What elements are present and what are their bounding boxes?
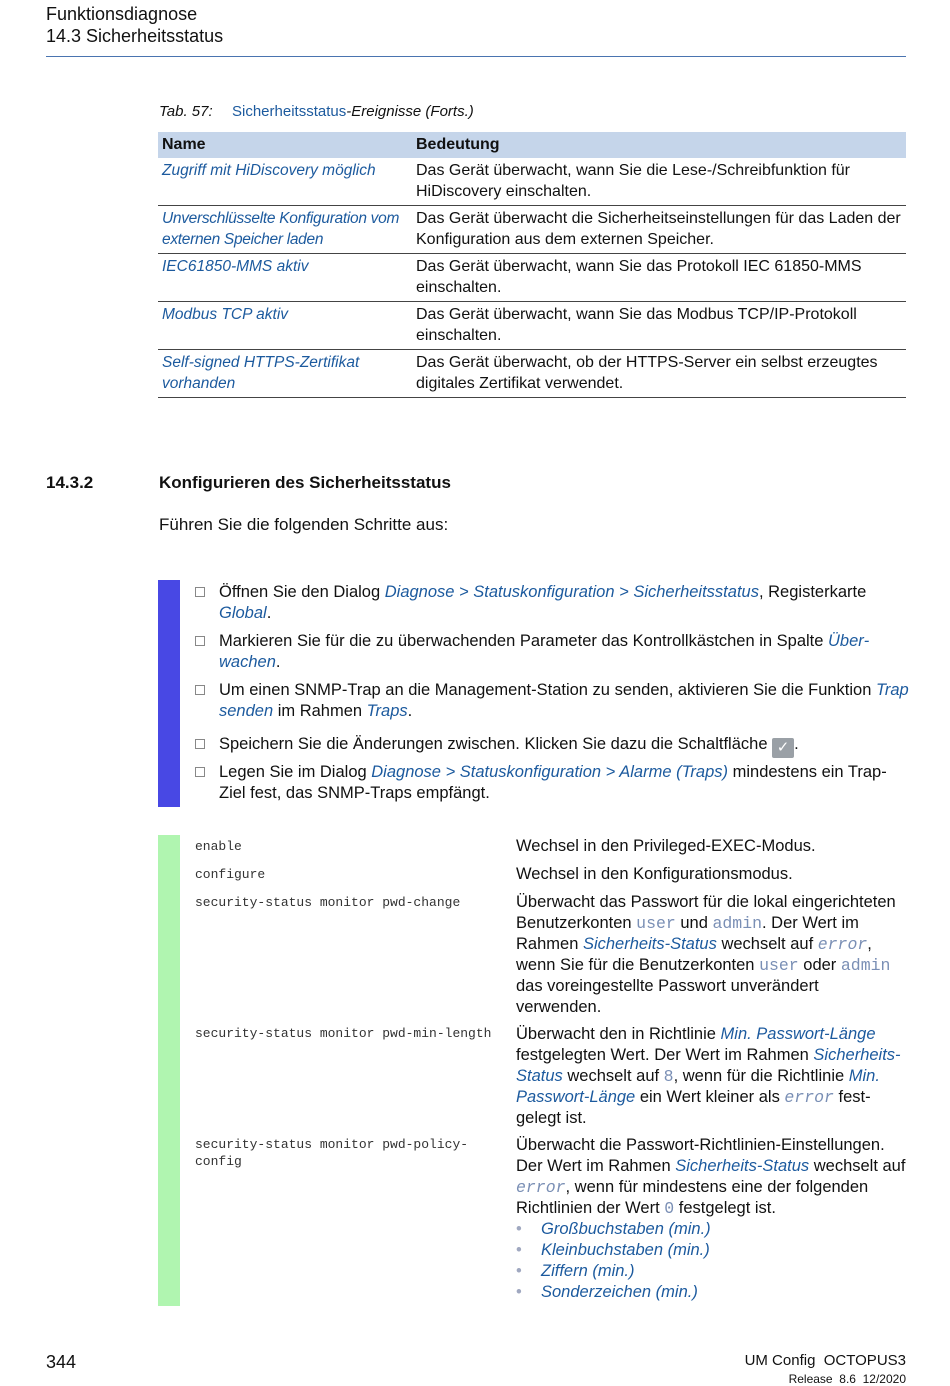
- intro-text: Führen Sie die folgenden Schritte aus:: [159, 515, 449, 534]
- step-text: Um einen SNMP-Trap an die Management-Station zu senden, aktivieren Sie die Funktion: [219, 681, 876, 699]
- step-checkbox-icon: [195, 685, 205, 695]
- step-item: [195, 734, 910, 758]
- bullet-item[interactable]: [516, 1261, 906, 1282]
- desc-text: festgelegt ist.: [674, 1199, 776, 1217]
- step-text: mindestens ein Trap-Ziel fest, das SNMP-Traps empfängt.: [219, 763, 887, 802]
- desc-text: ein Wert kleiner als: [635, 1088, 785, 1106]
- event-meaning: Das Gerät überwacht, wann Sie das Modbus TCP/IP-Protokoll einschalten.: [412, 302, 906, 350]
- cli-description: [516, 892, 906, 1018]
- desc-text: Überwacht den in Richtlinie: [516, 1025, 721, 1043]
- step-text: Markieren Sie für die zu überwachenden Parameter das Kontrollkästchen in Spalte: [219, 632, 829, 650]
- event-name: Zugriff mit HiDiscovery möglich: [158, 158, 412, 206]
- step-checkbox-icon: [195, 587, 205, 597]
- cli-command: configure: [195, 867, 266, 882]
- frame-link[interactable]: Sicherheits-Status: [582, 935, 717, 953]
- table-row: [158, 302, 906, 350]
- step-item: [195, 680, 910, 722]
- cli-description: [516, 1024, 906, 1129]
- dialog-link[interactable]: Diagnose > Statuskonfiguration > Sicherheitsstatus: [384, 583, 759, 601]
- cli-command: security-status monitor pwd-min-length: [195, 1026, 492, 1041]
- table-row: [158, 254, 906, 302]
- desc-text: wechselt auf: [716, 935, 818, 953]
- table-caption: [159, 103, 474, 120]
- column-header-meaning: Bedeutung: [412, 132, 906, 158]
- steps-marker-bar: [158, 580, 180, 807]
- event-name: Modbus TCP aktiv: [158, 302, 412, 350]
- function-link[interactable]: Trap senden: [219, 681, 909, 720]
- event-meaning: Das Gerät überwacht die Sicherheitseinstellungen für das Laden der Konfiguration aus dem externen Speicher.: [412, 206, 906, 254]
- desc-text: das voreingestellte Passwort unverändert verwenden.: [516, 977, 819, 1016]
- event-meaning: Das Gerät überwacht, ob der HTTPS-Server ein selbst erzeugtes digitales Zertifikat verwendet.: [412, 350, 906, 398]
- table-row: [158, 206, 906, 254]
- step-text: .: [407, 702, 413, 720]
- code-value: admin: [840, 956, 891, 975]
- desc-text: . Der Wert im Rahmen: [516, 914, 859, 953]
- code-value: user: [636, 914, 676, 933]
- step-item: [195, 631, 910, 673]
- document-title: UM Config OCTOPUS3: [744, 1352, 906, 1369]
- desc-text: oder: [798, 956, 841, 974]
- bullet-icon: •: [516, 1220, 522, 1238]
- chapter-title: Funktionsdiagnose: [46, 4, 198, 24]
- section-number: 14.3.2: [46, 473, 94, 492]
- save-checkmark-icon[interactable]: ✓: [772, 738, 794, 758]
- desc-text: , wenn für die Richtlinie: [673, 1067, 849, 1085]
- step-text: .: [275, 653, 281, 671]
- section-title: Konfigurieren des Sicherheitsstatus: [159, 473, 451, 492]
- policy-link[interactable]: Min. Passwort-Länge: [720, 1025, 876, 1043]
- cli-description: [516, 1135, 906, 1303]
- step-text: , Registerkarte: [758, 583, 867, 601]
- step-checkbox-icon: [195, 636, 205, 646]
- desc-text: wechselt auf: [562, 1067, 664, 1085]
- bullet-icon: •: [516, 1241, 522, 1259]
- release-info: Release 8.6 12/2020: [788, 1372, 906, 1386]
- code-value: admin: [712, 914, 762, 933]
- desc-text: wechselt auf: [809, 1157, 906, 1175]
- code-value: user: [759, 956, 799, 975]
- table-row: [158, 350, 906, 398]
- policy-link[interactable]: Min. Passwort-Länge: [516, 1067, 880, 1106]
- bullet-text: Ziffern (min.): [541, 1262, 635, 1280]
- step-item: [195, 762, 910, 804]
- events-table: [158, 132, 906, 398]
- cli-command: security-status monitor pwd-change: [195, 895, 461, 910]
- event-name: Self-signed HTTPS-Zertifikat vorhanden: [158, 350, 412, 398]
- event-meaning: Das Gerät überwacht, wann Sie die Lese-/Schreibfunktion für HiDiscovery einschalten.: [412, 158, 906, 206]
- table-header-row: [158, 132, 906, 158]
- column-link[interactable]: Überwachen: [219, 632, 870, 671]
- dialog-link[interactable]: Diagnose > Statuskonfiguration > Alarme (Traps): [371, 763, 729, 781]
- table-number: Tab. 57:: [159, 103, 213, 120]
- desc-text: festgelegten Wert. Der Wert im Rahmen: [516, 1046, 814, 1064]
- bullet-icon: •: [516, 1262, 522, 1280]
- desc-text: und: [675, 914, 713, 932]
- bullet-item[interactable]: [516, 1240, 906, 1261]
- tab-link[interactable]: Global: [219, 604, 267, 622]
- frame-link[interactable]: Sicherheits-Status: [516, 1046, 901, 1085]
- step-item: [195, 582, 910, 624]
- code-value: error: [817, 935, 868, 954]
- step-checkbox-icon: [195, 767, 205, 777]
- desc-text: , wenn Sie für die Benutzerkonten: [516, 935, 872, 974]
- desc-text: festgelegt ist.: [516, 1088, 871, 1127]
- header-divider: [46, 56, 906, 57]
- event-name: IEC61850-MMS aktiv: [158, 254, 412, 302]
- bullet-item[interactable]: [516, 1219, 906, 1240]
- bullet-text: Großbuchstaben (min.): [541, 1220, 711, 1238]
- section-heading: 14.3 Sicherheitsstatus: [46, 26, 224, 46]
- frame-link[interactable]: Sicherheits-Status: [675, 1157, 810, 1175]
- column-header-name: Name: [158, 132, 412, 158]
- step-text: Legen Sie im Dialog: [219, 763, 372, 781]
- caption-link[interactable]: Sicherheitsstatus: [232, 103, 347, 120]
- frame-link[interactable]: Traps: [366, 702, 408, 720]
- step-checkbox-icon: [195, 739, 205, 749]
- step-text: Öffnen Sie den Dialog: [219, 583, 385, 601]
- event-meaning: Das Gerät überwacht, wann Sie das Protokoll IEC 61850-MMS einschalten.: [412, 254, 906, 302]
- code-value: 8: [663, 1067, 674, 1086]
- desc-text: Überwacht die Passwort-Richtlinien-Einstellungen. Der Wert im Rahmen: [516, 1136, 885, 1175]
- step-text: im Rahmen: [273, 702, 367, 720]
- bullet-item[interactable]: [516, 1282, 906, 1303]
- bullet-icon: •: [516, 1283, 522, 1301]
- code-value: error: [784, 1088, 834, 1107]
- caption-text: -Ereignisse (Forts.): [346, 103, 474, 120]
- event-name: Unverschlüsselte Konfiguration vom externen Speicher laden: [158, 206, 412, 254]
- code-value: error: [516, 1178, 566, 1197]
- cli-description: Wechsel in den Privileged-EXEC-Modus.: [516, 837, 816, 855]
- bullet-text: Sonderzeichen (min.): [541, 1283, 698, 1301]
- cli-command: security-status monitor pwd-policy-config: [195, 1137, 469, 1169]
- step-text: .: [266, 604, 272, 622]
- desc-text: Überwacht das Passwort für die lokal eingerichteten Benutzerkonten: [516, 893, 896, 932]
- step-text: Speichern Sie die Änderungen zwischen. Klicken Sie dazu die Schaltfläche: [219, 735, 773, 753]
- cli-marker-bar: [158, 835, 180, 1306]
- bullet-text: Kleinbuchstaben (min.): [541, 1241, 710, 1259]
- cli-description: Wechsel in den Konfigurationsmodus.: [516, 865, 793, 883]
- page-number: 344: [46, 1352, 77, 1372]
- table-row: [158, 158, 906, 206]
- code-value: 0: [664, 1199, 675, 1218]
- cli-command: enable: [195, 839, 242, 854]
- desc-text: , wenn für mindestens eine der folgenden Richtlinien der Wert: [516, 1178, 869, 1217]
- step-text: .: [794, 735, 799, 753]
